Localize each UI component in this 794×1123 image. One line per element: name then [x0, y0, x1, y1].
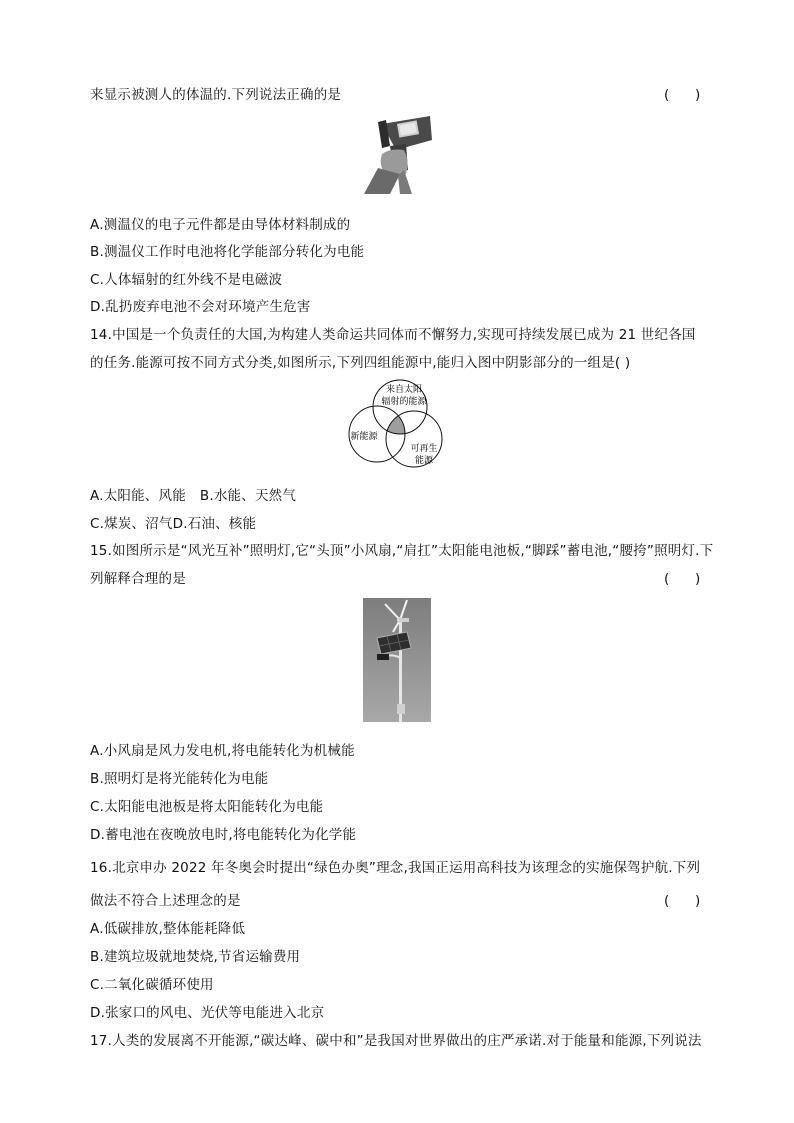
q15-option-d: D.蓄电池在夜晚放电时,将电能转化为化学能 [90, 827, 357, 843]
q13-option-a: A.测温仪的电子元件都是由导体材料制成的 [90, 217, 351, 233]
energy-venn-diagram [344, 378, 450, 470]
q16-option-d: D.张家口的风电、光伏等电能进入北京 [90, 1005, 325, 1021]
q15-option-a: A.小风扇是风力发电机,将电能转化为机械能 [90, 743, 355, 759]
q13-option-b: B.测温仪工作时电池将化学能部分转化为电能 [90, 244, 365, 260]
q14-options-row1 [90, 487, 296, 505]
q13-option-d: D.乱扔废弃电池不会对环境产生危害 [90, 299, 311, 315]
wind-solar-lamp-image [363, 598, 431, 722]
q13-option-c: C.人体辐射的红外线不是电磁波 [90, 272, 283, 288]
q16-option-b: B.建筑垃圾就地焚烧,节省运输费用 [90, 949, 301, 965]
q14-stem-line1: 14.中国是一个负责任的大国,为构建人类命运共同体而不懈努力,实现可持续发展已成为 21 世纪各国 [90, 327, 696, 343]
q16-option-a: A.低碳排放,整体能耗降低 [90, 921, 246, 937]
q15-option-b: B.照明灯是将光能转化为电能 [90, 771, 269, 787]
q15-option-c: C.太阳能电池板是将太阳能转化为电能 [90, 799, 324, 815]
venn-label-solar-2: 辐射的能源 [381, 397, 427, 407]
q14-option-b: B.水能、天然气 [199, 488, 297, 504]
q15-stem-line2: 列解释合理的是 [90, 571, 186, 587]
q16-option-c: C.二氧化碳循环使用 [90, 977, 214, 993]
venn-label-renewable-1: 可再生 [410, 444, 438, 454]
q16-stem-line2: 做法不符合上述理念的是 [90, 893, 241, 909]
q15-stem-line1: 15.如图所示是“风光互补”照明灯,它“头顶”小风扇,“肩扛”太阳能电池板,“脚踩”蓄电池,“腰挎”照明灯.下 [90, 543, 714, 559]
q14-option-a: A.太阳能、风能 [90, 488, 186, 504]
q16-answer-bracket: ( ) [664, 893, 701, 909]
q13-stem: 来显示被测人的体温的.下列说法正确的是 [90, 87, 342, 103]
q15-answer-bracket: ( ) [664, 571, 701, 587]
venn-label-new: 新能源 [350, 432, 378, 442]
venn-label-renewable-2: 能源 [414, 456, 434, 466]
q13-answer-bracket: ( ) [664, 87, 701, 103]
q17-stem-line1: 17.人类的发展离不开能源,“碳达峰、碳中和”是我国对世界做出的庄严承诺.对于能量和能源,下列说法 [90, 1033, 702, 1049]
q14-options-row2: C.煤炭、沼气D.石油、核能 [90, 516, 257, 532]
venn-label-solar-1: 来自太阳 [385, 385, 423, 395]
thermometer-gun-image [360, 110, 436, 194]
q14-stem-line2: 的任务.能源可按不同方式分类,如图所示,下列四组能源中,能归入图中阴影部分的一组是( ) [90, 355, 631, 371]
q16-stem-line1: 16.北京申办 2022 年冬奥会时提出“绿色办奥”理念,我国正运用高科技为该理念的实施保驾护航.下列 [90, 860, 701, 876]
